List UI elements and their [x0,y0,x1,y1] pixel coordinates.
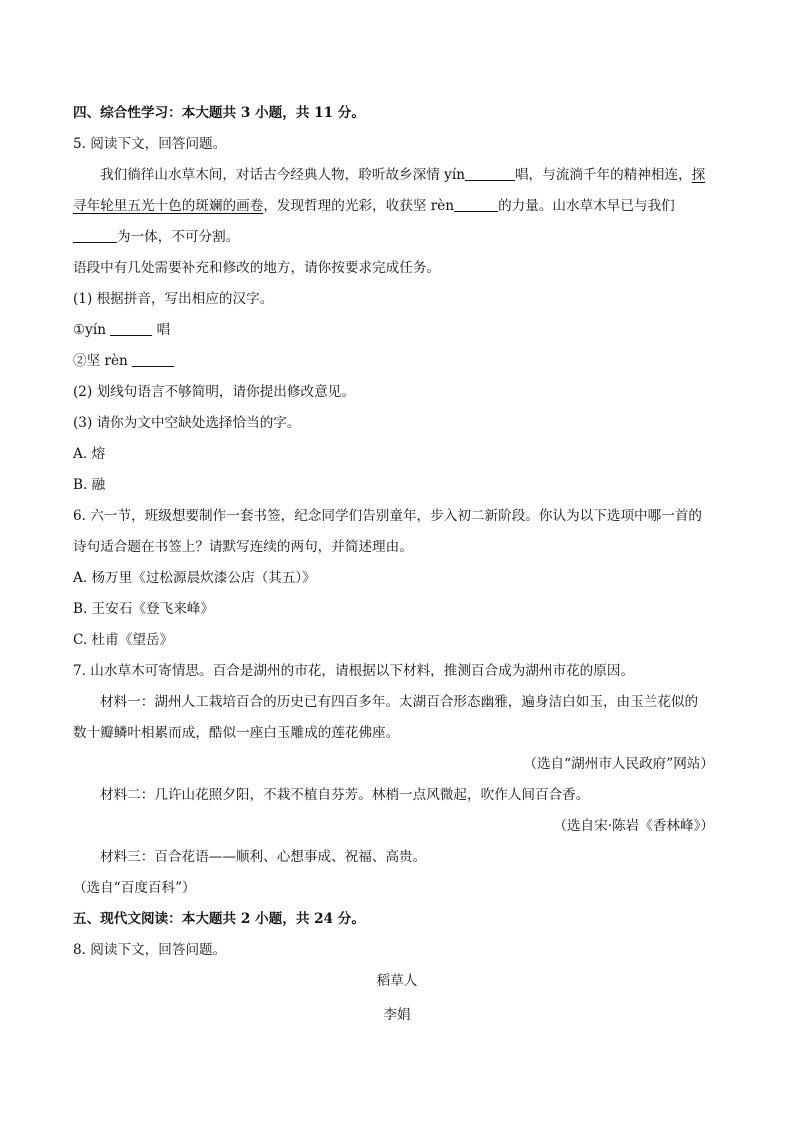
answer-blank-ren[interactable] [132,352,174,367]
q7-material-3: 材料三：百合花语——顺利、心想事成、祝福、高贵。 [100,849,427,865]
passage-text: 的力量。山水草木早已与我们 [498,198,675,214]
answer-label: ②坚 rèn [73,353,128,369]
passage-text: 我们徜徉山水草木间，对话古今经典人物，聆听故乡深情 yín [100,167,465,183]
section-4-heading [73,103,365,123]
q7-material-1-source: （选自“湖州市人民政府”网站） [523,756,714,772]
q5-passage-line-1 [100,165,705,185]
q6-stem-line-2: 诗句适合题在书签上？请默写连续的两句，并简述理由。 [73,539,413,555]
section-4-prefix: 四、综合性学习： [73,105,182,121]
section-5-score: 本大题共 2 小题，共 24 分。 [181,911,365,927]
q7-material-1-line-1: 材料一：湖州人工栽培百合的历史已有四百多年。太湖百合形态幽雅，遍身洁白如玉，由玉兰花似的 [100,694,699,710]
blank-yin[interactable] [465,166,515,181]
answer-suffix: 唱 [152,322,171,338]
q5-sub-question-1: (1) 根据拼音，写出相应的汉字。 [73,291,274,307]
underlined-sentence: 寻年轮里五光十色的斑斓的画卷 [73,198,264,214]
q5-stem: 5. 阅读下文，回答问题。 [73,136,227,152]
passage-text: 为一体，不可分割。 [117,229,240,245]
q5-passage-line-3 [73,227,239,247]
blank-rong[interactable] [73,228,117,243]
q5-sub-question-2: (2) 划线句语言不够简明，请你提出修改意见。 [73,384,355,400]
q7-material-2: 材料二：几许山花照夕阳，不栽不植自芬芳。林梢一点风微起，吹作人间百合香。 [100,787,590,803]
blank-ren[interactable] [454,197,498,212]
passage-text: 唱，与流淌千年的精神相连， [514,167,692,183]
q7-stem: 7. 山水草木可寄情思。百合是湖州的市花，请根据以下材料，推测百合成为湖州市花的原因。 [73,663,635,679]
q6-stem-line-1: 6. 六一节，班级想要制作一套书签，纪念同学们告别童年，步入初二新阶段。你认为以下选项中哪一首的 [73,508,703,524]
q7-material-2-source: （选自宋·陈岩《香林峰》） [553,818,714,834]
q6-option-a: A. 杨万里《过松源晨炊漆公店（其五）》 [73,570,316,586]
answer-blank-yin[interactable] [110,321,152,336]
passage-author: 李娟 [383,1007,411,1023]
section-5-prefix: 五、现代文阅读： [73,911,182,927]
q8-stem: 8. 阅读下文，回答问题。 [73,942,227,958]
q7-material-1-line-2: 数十瓣鳞叶相累而成，酷似一座白玉雕成的莲花佛座。 [73,725,400,741]
passage-text: ，发现哲理的光彩，收获坚 rèn [263,198,455,214]
q5-answer-ren [73,351,174,371]
q6-option-b: B. 王安石《登飞来峰》 [73,601,214,617]
passage-title: 稻草人 [376,973,418,989]
underlined-sentence: 探 [691,167,706,183]
q5-option-b: B. 融 [73,477,106,493]
answer-label: ①yín [73,322,106,338]
q5-answer-yin [73,320,170,340]
q6-option-c: C. 杜甫《望岳》 [73,632,174,648]
section-5-heading [73,909,365,929]
q5-option-a: A. 熔 [73,446,106,462]
q5-passage-line-2 [73,196,675,216]
q7-material-3-source: （选自“百度百科”） [73,880,196,896]
section-4-score: 本大题共 3 小题，共 11 分。 [181,105,365,121]
q5-task: 语段中有几处需要补充和修改的地方，请你按要求完成任务。 [73,260,441,276]
q5-sub-question-3: (3) 请你为文中空缺处选择恰当的字。 [73,415,301,431]
